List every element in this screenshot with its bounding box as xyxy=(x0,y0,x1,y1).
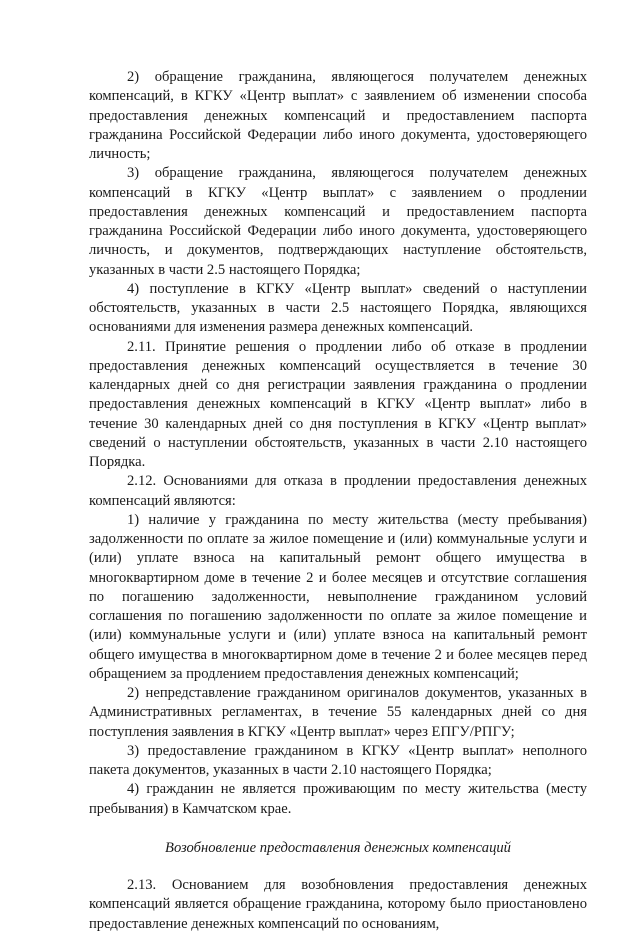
paragraph-refusal-3: 3) предоставление гражданином в КГКУ «Центр выплат» неполного пакета документов, указанных в части 2.10 настоящего Порядка; xyxy=(89,742,587,778)
section-heading: Возобновление предоставления денежных компенсаций xyxy=(165,839,511,856)
paragraph-2-11: 2.11. Принятие решения о продлении либо об отказе в продлении предоставления денежных компенсаций осуществляется в течение 30 календарных дней со дня регистрации заявления гражданина о продлении предоставления денежных компенсаций в КГКУ «Центр выплат» либо в течение 30 календарных дней со дня поступления в КГКУ «Центр выплат» сведений о наступлении обстоятельств, указанных в части 2.10 настоящего Порядка. xyxy=(89,338,587,470)
paragraph-item-3: 3) обращение гражданина, являющегося получателем денежных компенсаций в КГКУ «Центр выплат» с заявлением о продлении предоставления денежных компенсаций и предоставлением паспорта гражданина Российской Федерации либо иного документа, удостоверяющего личность, и документов, подтверждающих наступление обстоятельств, указанных в части 2.5 настоящего Порядка; xyxy=(89,165,587,278)
paragraph-refusal-1: 1) наличие у гражданина по месту жительства (месту пребывания) задолженности по оплате за жилое помещение и (или) коммунальные услуги и (или) уплате взноса на капитальный ремонт общего имущества в многоквартирном доме в течение 2 и более месяцев и отсутствие соглашения по погашению задолженности, невыполнение гражданином условий соглашения по погашению задолженности по оплате за жилое помещение и (или) коммунальные услуги и (или) уплате взноса на капитальный ремонт общего имущества в многоквартирном доме в течение 2 и более месяцев перед обращением за продлением предоставления денежных компенсаций; xyxy=(89,511,587,682)
paragraph-item-4: 4) поступление в КГКУ «Центр выплат» сведений о наступлении обстоятельств, указанных в части 2.5 настоящего Порядка, являющихся основаниями для изменения размера денежных компенсаций. xyxy=(89,280,587,336)
paragraph-2-13: 2.13. Основанием для возобновления предоставления денежных компенсаций является обращение гражданина, которому было приостановлено предоставление денежных компенсаций по основаниям, xyxy=(89,877,587,932)
document-page xyxy=(89,68,587,934)
paragraph-refusal-2: 2) непредставление гражданином оригиналов документов, указанных в Административных регламентах, в течение 55 календарных дней со дня поступления заявления в КГКУ «Центр выплат» через ЕПГУ/РПГУ; xyxy=(89,685,587,740)
paragraph-2-12: 2.12. Основаниями для отказа в продлении предоставления денежных компенсаций являются: xyxy=(89,473,587,509)
paragraph-refusal-4: 4) гражданин не является проживающим по месту жительства (месту пребывания) в Камчатском крае. xyxy=(89,781,587,817)
paragraph-item-2: 2) обращение гражданина, являющегося получателем денежных компенсаций, в КГКУ «Центр выплат» с заявлением об изменении способа предоставления денежных компенсаций и предоставлением паспорта гражданина Российской Федерации либо иного документа, удостоверяющего личность; xyxy=(89,69,587,162)
